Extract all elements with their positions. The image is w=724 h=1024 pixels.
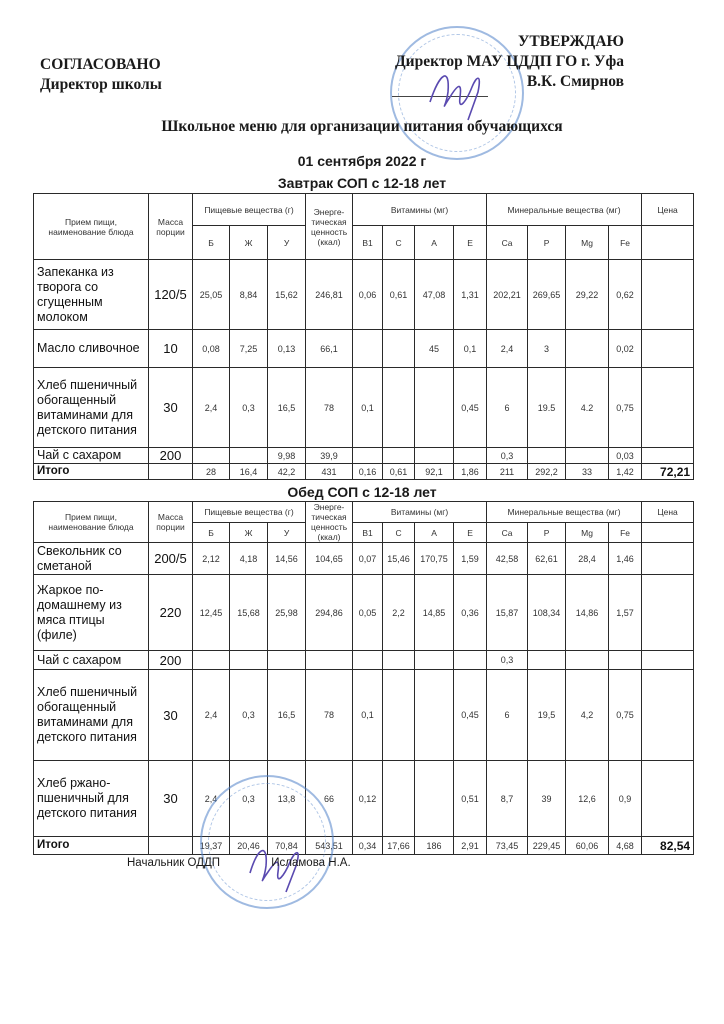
approval-right-title: УТВЕРЖДАЮ [518,33,624,50]
dish-name: Чай с сахаром [34,651,149,670]
total-price: 82,54 [642,837,694,855]
col-header-b: Б [193,226,230,260]
cell-e: 0,36 [454,575,487,651]
total-e: 2,91 [454,837,487,855]
cell-e [454,651,487,670]
cell-p [528,651,566,670]
cell-u: 9,98 [268,448,306,464]
cell-c [383,448,415,464]
dish-name: Запеканка из творога со сгущенным молоком [34,260,149,330]
cell-b1: 0,1 [353,670,383,761]
col-header-nutrients: Пищевые вещества (г) [193,502,306,523]
approval-right-position: Директор МАУ ЦДДП ГО г. Уфа [394,53,624,70]
table-row [34,368,694,448]
table-row [34,260,694,330]
cell-b1: 0,06 [353,260,383,330]
cell-p: 62,61 [528,543,566,575]
cell-energy: 246,81 [306,260,353,330]
cell-e: 0,45 [454,670,487,761]
cell-mg: 4,2 [566,670,609,761]
cell-u: 14,56 [268,543,306,575]
dish-name: Жаркое по-домашнему из мяса птицы (филе) [34,575,149,651]
cell-ca: 15,87 [487,575,528,651]
total-fe: 1,42 [609,464,642,480]
total-ca: 211 [487,464,528,480]
table-row [34,543,694,575]
document-title: Школьное меню для организации питания обучающихся [161,118,563,135]
dish-name: Хлеб ржано-пшеничный для детского питания [34,761,149,837]
cell-u: 15,62 [268,260,306,330]
col-header-e: E [454,523,487,543]
col-header-a: A [415,226,454,260]
cell-c [383,330,415,368]
col-header-name: Прием пищи, наименование блюда [34,502,149,543]
cell-zh [230,448,268,464]
total-row [34,837,694,855]
cell-zh [230,651,268,670]
cell-ca: 202,21 [487,260,528,330]
dish-name: Хлеб пшеничный обогащенный витаминами для детского питания [34,368,149,448]
cell-mass: 120/5 [149,260,193,330]
col-header-minerals: Минеральные вещества (мг) [487,502,642,523]
col-header-c: C [383,523,415,543]
cell-ca: 0,3 [487,448,528,464]
cell-ca: 42,58 [487,543,528,575]
col-header-energy: Энерге-тическая ценность (ккал) [306,502,353,543]
cell-ca: 0,3 [487,651,528,670]
cell-ca: 6 [487,670,528,761]
cell-fe: 0,03 [609,448,642,464]
total-label: Итого [34,464,149,480]
total-u: 70,84 [268,837,306,855]
cell-zh: 8,84 [230,260,268,330]
cell-a [415,448,454,464]
approval-right-name: В.К. Смирнов [526,73,624,90]
approval-right-block [395,32,624,92]
total-row [34,464,694,480]
cell-a: 14,85 [415,575,454,651]
cell-p: 19.5 [528,368,566,448]
col-header-mg: Mg [566,523,609,543]
cell-a [415,670,454,761]
cell-fe: 0,9 [609,761,642,837]
cell-e: 0,1 [454,330,487,368]
cell-price [642,330,694,368]
cell-energy: 294,86 [306,575,353,651]
dish-name: Хлеб пшеничный обогащенный витаминами для детского питания [34,670,149,761]
cell-ca: 2,4 [487,330,528,368]
cell-b1: 0,07 [353,543,383,575]
cell-a: 47,08 [415,260,454,330]
total-price: 72,21 [642,464,694,480]
cell-a [415,761,454,837]
col-header-price: Цена [642,194,694,226]
cell-mass: 10 [149,330,193,368]
total-e: 1,86 [454,464,487,480]
cell-mg: 4.2 [566,368,609,448]
cell-c [383,670,415,761]
cell-fe: 1,46 [609,543,642,575]
cell-e: 1,31 [454,260,487,330]
dish-name: Чай с сахаром [34,448,149,464]
cell-c [383,368,415,448]
col-header-mg: Mg [566,226,609,260]
total-u: 42,2 [268,464,306,480]
lunch-title: Обед СОП с 12-18 лет [287,484,437,500]
cell-fe [609,651,642,670]
cell-fe: 0,02 [609,330,642,368]
cell-b1 [353,448,383,464]
cell-b: 0,08 [193,330,230,368]
cell-u: 13,8 [268,761,306,837]
cell-price [642,651,694,670]
cell-p: 108,34 [528,575,566,651]
col-header-name: Прием пищи, наименование блюда [34,194,149,260]
total-p: 292,2 [528,464,566,480]
cell-price [642,761,694,837]
cell-energy: 66 [306,761,353,837]
cell-zh: 0,3 [230,761,268,837]
col-header-ca: Ca [487,523,528,543]
cell-c [383,651,415,670]
cell-zh: 0,3 [230,368,268,448]
col-header-e: E [454,226,487,260]
footer-signature [127,857,399,869]
total-label: Итого [34,837,149,855]
col-header-mass: Масса порции [149,502,193,543]
cell-mass: 30 [149,761,193,837]
total-zh: 16,4 [230,464,268,480]
cell-a [415,651,454,670]
cell-price [642,448,694,464]
col-header-price-blank [642,523,694,543]
col-header-u: У [268,226,306,260]
cell-b [193,448,230,464]
col-header-fe: Fe [609,226,642,260]
total-c: 0,61 [383,464,415,480]
cell-energy [306,651,353,670]
total-b1: 0,34 [353,837,383,855]
cell-energy: 78 [306,368,353,448]
cell-mg [566,448,609,464]
col-header-vitamins: Витамины (мг) [353,194,487,226]
cell-price [642,368,694,448]
cell-price [642,260,694,330]
col-header-b1: B1 [353,523,383,543]
lunch-table [33,501,694,855]
table-row [34,670,694,761]
footer-person: Исламова Н.А. [271,857,351,869]
total-b: 28 [193,464,230,480]
cell-mass: 220 [149,575,193,651]
cell-b: 2,4 [193,670,230,761]
cell-b: 25,05 [193,260,230,330]
col-header-vitamins: Витамины (мг) [353,502,487,523]
col-header-b1: B1 [353,226,383,260]
cell-c [383,761,415,837]
cell-fe: 0,62 [609,260,642,330]
table-row [34,575,694,651]
footer-position: Начальник ОДДП [127,857,221,869]
cell-a: 170,75 [415,543,454,575]
col-header-fe: Fe [609,523,642,543]
total-ca: 73,45 [487,837,528,855]
cell-fe: 0,75 [609,368,642,448]
approval-left-position: Директор школы [40,76,162,93]
cell-e: 1,59 [454,543,487,575]
cell-u: 25,98 [268,575,306,651]
cell-a [415,368,454,448]
cell-energy: 39,9 [306,448,353,464]
total-energy: 431 [306,464,353,480]
cell-energy: 104,65 [306,543,353,575]
col-header-price: Цена [642,502,694,523]
col-header-zh: Ж [230,523,268,543]
cell-c: 0,61 [383,260,415,330]
approval-left-block [40,55,162,95]
cell-c: 15,46 [383,543,415,575]
col-header-b: Б [193,523,230,543]
cell-b: 12,45 [193,575,230,651]
col-header-zh: Ж [230,226,268,260]
cell-zh: 7,25 [230,330,268,368]
cell-energy: 78 [306,670,353,761]
col-header-mass: Масса порции [149,194,193,260]
col-header-p: P [528,523,566,543]
total-mg: 33 [566,464,609,480]
cell-b: 2,12 [193,543,230,575]
total-fe: 4,68 [609,837,642,855]
table-row [34,330,694,368]
col-header-ca: Ca [487,226,528,260]
col-header-p: P [528,226,566,260]
cell-mg: 29,22 [566,260,609,330]
total-a: 92,1 [415,464,454,480]
col-header-nutrients: Пищевые вещества (г) [193,194,306,226]
total-mass [149,837,193,855]
cell-a: 45 [415,330,454,368]
cell-mg: 14,86 [566,575,609,651]
cell-c: 2,2 [383,575,415,651]
cell-p: 19,5 [528,670,566,761]
cell-ca: 6 [487,368,528,448]
total-a: 186 [415,837,454,855]
cell-mg: 28,4 [566,543,609,575]
cell-price [642,670,694,761]
cell-zh: 0,3 [230,670,268,761]
cell-mass: 200/5 [149,543,193,575]
cell-u: 16,5 [268,368,306,448]
dish-name: Свекольник со сметаной [34,543,149,575]
col-header-a: A [415,523,454,543]
cell-zh: 4,18 [230,543,268,575]
cell-ca: 8,7 [487,761,528,837]
cell-p: 269,65 [528,260,566,330]
col-header-minerals: Минеральные вещества (мг) [487,194,642,226]
cell-price [642,543,694,575]
cell-u: 16,5 [268,670,306,761]
col-header-c: C [383,226,415,260]
cell-p: 39 [528,761,566,837]
breakfast-table [33,193,694,480]
col-header-u: У [268,523,306,543]
cell-mass: 30 [149,670,193,761]
total-mass [149,464,193,480]
cell-b: 2,4 [193,368,230,448]
cell-b1: 0,12 [353,761,383,837]
cell-mass: 30 [149,368,193,448]
cell-fe: 0,75 [609,670,642,761]
cell-b1 [353,651,383,670]
cell-b1: 0,1 [353,368,383,448]
table-row [34,448,694,464]
cell-b: 2,4 [193,761,230,837]
cell-b1 [353,330,383,368]
cell-mass: 200 [149,448,193,464]
cell-mg: 12,6 [566,761,609,837]
col-header-energy: Энерге-тическая ценность (ккал) [306,194,353,260]
cell-mg [566,651,609,670]
cell-e: 0,51 [454,761,487,837]
cell-fe: 1,57 [609,575,642,651]
total-mg: 60,06 [566,837,609,855]
cell-b [193,651,230,670]
menu-date: 01 сентября 2022 г [297,153,427,169]
cell-mg [566,330,609,368]
breakfast-title: Завтрак СОП с 12-18 лет [277,175,447,191]
total-energy: 543,51 [306,837,353,855]
col-header-price-blank [642,226,694,260]
total-p: 229,45 [528,837,566,855]
cell-p: 3 [528,330,566,368]
total-b1: 0,16 [353,464,383,480]
total-zh: 20,46 [230,837,268,855]
cell-e: 0,45 [454,368,487,448]
table-row [34,651,694,670]
dish-name: Масло сливочное [34,330,149,368]
cell-price [642,575,694,651]
cell-p [528,448,566,464]
cell-b1: 0,05 [353,575,383,651]
cell-mass: 200 [149,651,193,670]
cell-u: 0,13 [268,330,306,368]
cell-u [268,651,306,670]
cell-e [454,448,487,464]
cell-energy: 66,1 [306,330,353,368]
approval-left-title: СОГЛАСОВАНО [40,56,161,73]
total-c: 17,66 [383,837,415,855]
total-b: 19,37 [193,837,230,855]
cell-zh: 15,68 [230,575,268,651]
table-row [34,761,694,837]
